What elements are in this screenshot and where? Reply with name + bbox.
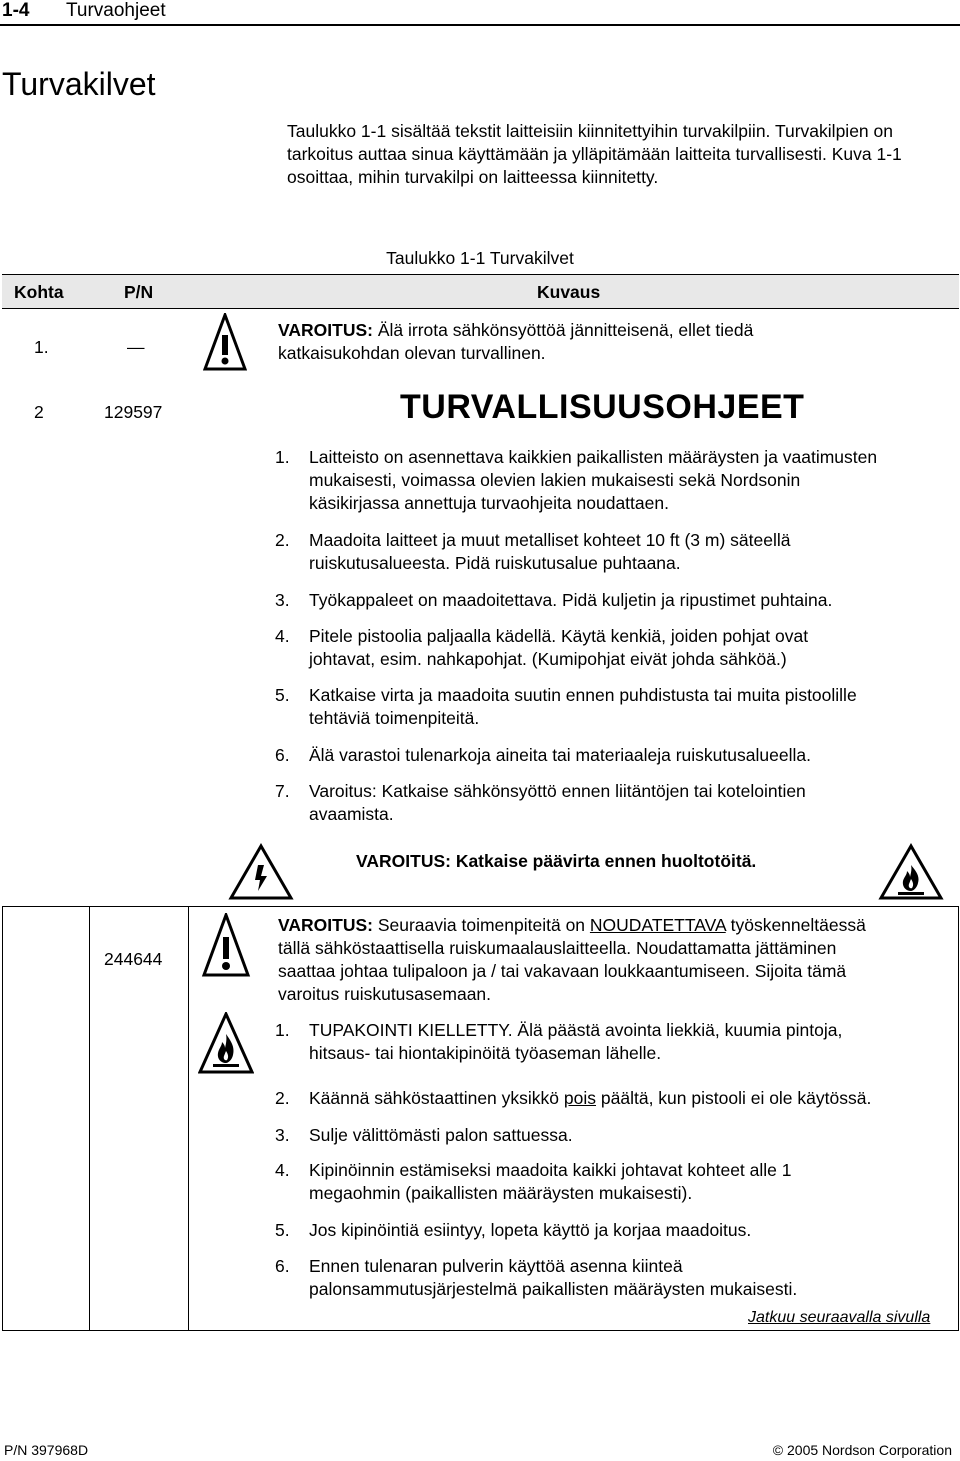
list-text-part: Käännä sähköstaattinen yksikkö: [309, 1088, 560, 1108]
list-number: 1.: [275, 447, 290, 467]
list-text: Kipinöinnin estämiseksi maadoita kaikki johtavat kohteet alle 1: [309, 1160, 792, 1180]
safety-instructions-list: [0, 446, 960, 826]
row3-warning-line1: [278, 914, 958, 937]
list-text: Työkappaleet on maadoitettava. Pidä kuljetin ja ripustimet puhtaina.: [309, 590, 833, 610]
column-header-pn: P/N: [124, 282, 154, 302]
row2-pn: 129597: [104, 402, 163, 422]
list-number: 5.: [275, 1220, 290, 1240]
table-caption: Taulukko 1-1 Turvakilvet: [386, 248, 574, 268]
section-title: Turvaohjeet: [66, 0, 166, 21]
row3-warning-label: VAROITUS:: [278, 915, 373, 935]
page-number: 1-4: [2, 0, 30, 21]
list-number: 2.: [275, 530, 290, 550]
list-text: Jos kipinöintiä esiintyy, lopeta käyttö ja korjaa maadoitus.: [309, 1220, 752, 1240]
list-text: hitsaus- tai hiontakipinöitä työaseman lähelle.: [309, 1043, 662, 1063]
row3-warning-emphasis: NOUDATETTAVA: [589, 915, 726, 935]
list-text-part: päältä, kun pistooli ei ole käytössä.: [600, 1088, 872, 1108]
list-text: TUPAKOINTI KIELLETTY. Älä päästä avointa liekkiä, kuumia pintoja,: [309, 1020, 843, 1040]
list-text: [309, 1087, 949, 1110]
column-header-kuvaus: Kuvaus: [537, 282, 601, 302]
warning-triangle-icon: [203, 313, 247, 371]
document-number: P/N 397968D: [4, 1442, 89, 1458]
list-text: Sulje välittömästi palon sattuessa.: [309, 1125, 573, 1145]
list-number: 3.: [275, 590, 290, 610]
list-text: ruiskutusalueesta. Pidä ruiskutusalue puhtaana.: [309, 553, 681, 573]
list-text: Laitteisto on asennettava kaikkien paikallisten määräysten ja vaatimusten: [309, 447, 878, 467]
list-number: 2.: [275, 1088, 290, 1108]
row3-top-border: [2, 906, 959, 907]
list-number: 4.: [275, 1160, 290, 1180]
row3-warning-line: tällä sähköstaattisella ruiskumaalauslaitteella. Noudattamatta jättäminen: [278, 938, 837, 958]
list-number: 5.: [275, 685, 290, 705]
row1-warning-label: VAROITUS:: [278, 320, 373, 340]
row1-item: 1.: [34, 337, 49, 357]
row3-warning-text: Seuraavia toimenpiteitä on: [377, 915, 586, 935]
list-text: palonsammutusjärjestelmä paikallisten määräysten mukaisesti.: [309, 1279, 798, 1299]
row3-warning-line: varoitus ruiskutusasemaan.: [278, 984, 492, 1004]
list-number: 4.: [275, 626, 290, 646]
safety-instructions-heading: TURVALLISUUSOHJEET: [400, 388, 805, 426]
table-bottom-border: [2, 1330, 959, 1331]
row3-pn: 244644: [104, 949, 163, 969]
list-text: Pitele pistoolia paljaalla kädellä. Käytä kenkiä, joiden pohjat ovat: [309, 626, 809, 646]
continued-note: Jatkuu seuraavalla sivulla: [748, 1309, 931, 1326]
list-text: Maadoita laitteet ja muut metalliset kohteet 10 ft (3 m) säteellä: [309, 530, 791, 550]
list-text: Katkaise virta ja maadoita suutin ennen puhdistusta tai muita pistoolille: [309, 685, 857, 705]
fire-hazard-icon: [878, 843, 944, 901]
list-text: Ennen tulenaran pulverin käyttöä asenna kiinteä: [309, 1256, 683, 1276]
row1-warning-line2: katkaisukohdan olevan turvallinen.: [278, 343, 546, 363]
list-text: käsikirjassa annettuja turvaohjeita noudattaen.: [309, 493, 669, 513]
intro-paragraph: Taulukko 1-1 sisältää tekstit laitteisiin kiinnitettyihin turvakilpiin. Turvakilpien on tarkoitus auttaa sinua käyttämään ja ylläpitämään laitteita turvallisesti. Kuva 1-1 osoittaa, mihin turvakilpi on laitteessa kiinnitetty.: [287, 121, 902, 187]
row1-warning-line1: [278, 319, 753, 341]
table-top-border: [2, 274, 959, 275]
list-text: avaamista.: [309, 804, 394, 824]
electric-shock-icon: [228, 843, 294, 901]
list-text: Älä varastoi tulenarkoja aineita tai materiaaleja ruiskutusalueella.: [309, 745, 811, 765]
list-number: 6.: [275, 745, 290, 765]
list-text: megaohmin (paikallisten määräysten mukaisesti).: [309, 1183, 693, 1203]
list-number: 6.: [275, 1256, 290, 1276]
main-power-warning: VAROITUS: Katkaise päävirta ennen huoltotöitä.: [356, 851, 757, 871]
row2-item: 2: [34, 402, 44, 422]
row3-warning-text: työskenneltäessä: [730, 915, 866, 935]
list-number: 1.: [275, 1020, 290, 1040]
list-text-emphasis: pois: [563, 1088, 597, 1108]
list-text: johtavat, esim. nahkapohjat. (Kumipohjat eivät johda sähköä.): [309, 649, 787, 669]
row3-content: [0, 914, 960, 1324]
page-title: Turvakilvet: [2, 66, 156, 102]
list-number: 3.: [275, 1125, 290, 1145]
row1-pn: —: [127, 337, 145, 357]
list-text: Varoitus: Katkaise sähkönsyöttö ennen liitäntöjen tai kotelointien: [309, 781, 806, 801]
copyright: © 2005 Nordson Corporation: [772, 1442, 952, 1458]
list-text: mukaisesti, voimassa olevien lakien mukaisesti sekä Nordsonin: [309, 470, 801, 490]
list-text: tehtäviä toimenpiteitä.: [309, 708, 480, 728]
header-rule: [0, 24, 960, 26]
row3-warning-line: saattaa johtaa tulipaloon ja / tai vakavaan loukkaantumiseen. Sijoita tämä: [278, 961, 847, 981]
list-number: 7.: [275, 781, 290, 801]
column-header-kohta: Kohta: [14, 282, 64, 302]
row1-warning-text: Älä irrota sähkönsyöttöä jännitteisenä, ellet tiedä: [377, 320, 754, 340]
